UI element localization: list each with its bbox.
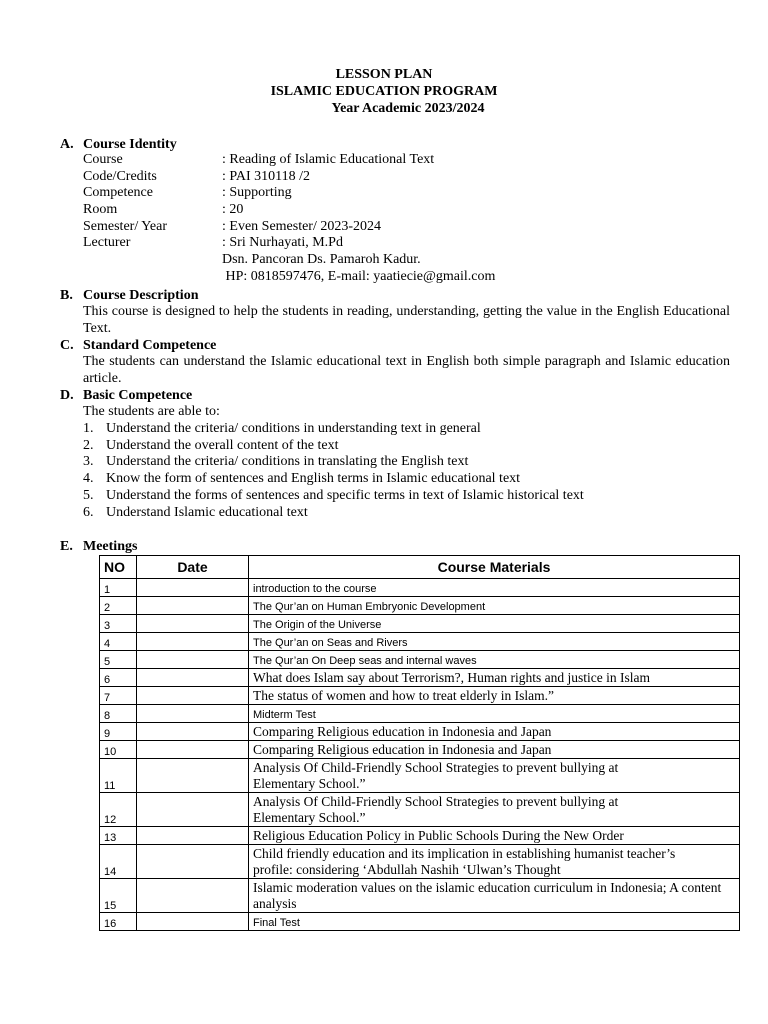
identity-value: : PAI 310118 /2 bbox=[222, 168, 311, 184]
list-item bbox=[83, 438, 584, 455]
identity-value: : 20 bbox=[222, 202, 244, 218]
course-identity-list bbox=[83, 152, 495, 286]
list-item bbox=[83, 454, 584, 471]
meeting-number: 9 bbox=[100, 723, 137, 741]
table-row bbox=[100, 651, 740, 669]
meeting-material: Religious Education Policy in Public Schools During the New Order bbox=[249, 827, 740, 845]
meeting-date bbox=[137, 615, 249, 633]
list-item bbox=[83, 505, 584, 522]
meeting-date bbox=[137, 827, 249, 845]
list-number: 1. bbox=[83, 420, 94, 436]
lecturer-contact: HP: 0818597476, E-mail: yaatiecie@gmail.com bbox=[222, 268, 496, 284]
section-a-title: Course Identity bbox=[83, 137, 177, 152]
list-text: Understand the overall content of the text bbox=[106, 437, 339, 453]
identity-row bbox=[83, 235, 495, 252]
meeting-material: Islamic moderation values on the islamic education curriculum in Indonesia; A content analysis bbox=[249, 879, 740, 913]
identity-key: Code/Credits bbox=[83, 168, 157, 184]
identity-key: Semester/ Year bbox=[83, 218, 167, 234]
identity-key: Competence bbox=[83, 185, 153, 201]
section-b-title: Course Description bbox=[83, 288, 199, 303]
standard-competence-text: The students can understand the Islamic educational text in English both simple paragraph and Islamic education article. bbox=[83, 354, 730, 386]
identity-row bbox=[83, 269, 495, 286]
meeting-number: 2 bbox=[100, 597, 137, 615]
meeting-material: The Origin of the Universe bbox=[249, 615, 740, 633]
meeting-material: introduction to the course bbox=[249, 579, 740, 597]
meeting-date bbox=[137, 793, 249, 827]
table-row bbox=[100, 793, 740, 827]
meeting-material: What does Islam say about Terrorism?, Human rights and justice in Islam bbox=[249, 669, 740, 687]
identity-row bbox=[83, 169, 495, 186]
section-c-heading bbox=[60, 337, 216, 354]
list-text: Understand Islamic educational text bbox=[106, 504, 308, 520]
table-row bbox=[100, 723, 740, 741]
identity-row bbox=[83, 219, 495, 236]
meeting-material: Comparing Religious education in Indonesia and Japan bbox=[249, 723, 740, 741]
section-d-title: Basic Competence bbox=[83, 388, 193, 403]
table-row bbox=[100, 579, 740, 597]
table-row bbox=[100, 741, 740, 759]
meeting-material: Child friendly education and its implication in establishing humanist teacher’s profile: considering ‘Abdullah Nashih ‘Ulwan’s Thought bbox=[249, 845, 740, 879]
meeting-date bbox=[137, 759, 249, 793]
list-text: Know the form of sentences and English terms in Islamic educational text bbox=[106, 471, 521, 487]
meeting-date bbox=[137, 741, 249, 759]
identity-value: : Reading of Islamic Educational Text bbox=[222, 152, 435, 167]
section-e-title: Meetings bbox=[83, 539, 138, 554]
meeting-number: 8 bbox=[100, 705, 137, 723]
section-e-letter: E. bbox=[60, 539, 73, 554]
meeting-number: 1 bbox=[100, 579, 137, 597]
table-row bbox=[100, 705, 740, 723]
meeting-date bbox=[137, 845, 249, 879]
table-row bbox=[100, 913, 740, 931]
document-title: LESSON PLAN bbox=[335, 67, 433, 82]
table-row bbox=[100, 845, 740, 879]
meeting-date bbox=[137, 579, 249, 597]
meeting-date bbox=[137, 913, 249, 931]
meeting-number: 3 bbox=[100, 615, 137, 633]
meeting-date bbox=[137, 597, 249, 615]
identity-value: : Sri Nurhayati, M.Pd bbox=[222, 235, 343, 251]
meeting-date bbox=[137, 705, 249, 723]
identity-value: : Supporting bbox=[222, 185, 292, 201]
basic-competence-intro: The students are able to: bbox=[83, 404, 220, 419]
meeting-material: Final Test bbox=[249, 913, 740, 931]
meeting-number: 12 bbox=[100, 793, 137, 827]
identity-value: : Even Semester/ 2023-2024 bbox=[222, 218, 382, 234]
column-header-no: NO bbox=[100, 556, 137, 579]
meeting-number: 14 bbox=[100, 845, 137, 879]
course-description-text: This course is designed to help the students in reading, understanding, getting the value in the English Educational Text. bbox=[83, 304, 730, 336]
identity-row bbox=[83, 202, 495, 219]
table-row bbox=[100, 597, 740, 615]
list-text: Understand the criteria/ conditions in understanding text in general bbox=[106, 420, 481, 436]
list-item bbox=[83, 421, 584, 438]
identity-key: Course bbox=[83, 152, 123, 167]
list-number: 4. bbox=[83, 471, 94, 487]
meeting-date bbox=[137, 723, 249, 741]
meeting-number: 15 bbox=[100, 879, 137, 913]
section-c-letter: C. bbox=[60, 338, 74, 353]
table-row bbox=[100, 827, 740, 845]
meeting-material: Analysis Of Child-Friendly School Strategies to prevent bullying at Elementary School.” bbox=[249, 793, 740, 827]
lecturer-address: Dsn. Pancoran Ds. Pamaroh Kadur. bbox=[222, 252, 421, 268]
table-row bbox=[100, 633, 740, 651]
table-row bbox=[100, 615, 740, 633]
list-text: Understand the criteria/ conditions in translating the English text bbox=[106, 454, 469, 470]
section-a-heading bbox=[60, 136, 177, 153]
table-header-row bbox=[100, 556, 740, 579]
academic-year: Year Academic 2023/2024 bbox=[331, 101, 485, 116]
meeting-date bbox=[137, 879, 249, 913]
meeting-number: 16 bbox=[100, 913, 137, 931]
section-d-letter: D. bbox=[60, 388, 74, 403]
meeting-material: Midterm Test bbox=[249, 705, 740, 723]
table-row bbox=[100, 879, 740, 913]
list-number: 5. bbox=[83, 487, 94, 503]
meeting-material: The status of women and how to treat elderly in Islam.” bbox=[249, 687, 740, 705]
section-d-heading bbox=[60, 387, 192, 404]
meeting-number: 10 bbox=[100, 741, 137, 759]
meeting-date bbox=[137, 633, 249, 651]
document-header bbox=[0, 66, 768, 117]
program-title: ISLAMIC EDUCATION PROGRAM bbox=[270, 84, 498, 99]
meeting-material: The Qur’an On Deep seas and internal waves bbox=[249, 651, 740, 669]
table-row bbox=[100, 669, 740, 687]
list-text: Understand the forms of sentences and specific terms in text of Islamic historical text bbox=[106, 487, 584, 503]
list-number: 2. bbox=[83, 437, 94, 453]
table-row bbox=[100, 759, 740, 793]
basic-competence-list bbox=[83, 404, 584, 522]
column-header-materials: Course Materials bbox=[249, 556, 740, 579]
list-number: 3. bbox=[83, 454, 94, 470]
meeting-number: 4 bbox=[100, 633, 137, 651]
section-e-heading bbox=[60, 538, 137, 555]
meeting-date bbox=[137, 669, 249, 687]
identity-key: Room bbox=[83, 202, 118, 218]
list-item bbox=[83, 471, 584, 488]
meetings-table bbox=[99, 555, 740, 931]
meeting-date bbox=[137, 651, 249, 669]
identity-key: Lecturer bbox=[83, 235, 131, 251]
meeting-material: The Qur’an on Human Embryonic Development bbox=[249, 597, 740, 615]
meeting-number: 11 bbox=[100, 759, 137, 793]
identity-row bbox=[83, 185, 495, 202]
section-b-heading bbox=[60, 287, 199, 304]
table-row bbox=[100, 687, 740, 705]
meeting-number: 6 bbox=[100, 669, 137, 687]
meeting-material: Comparing Religious education in Indonesia and Japan bbox=[249, 741, 740, 759]
meeting-material: The Qur’an on Seas and Rivers bbox=[249, 633, 740, 651]
meeting-number: 13 bbox=[100, 827, 137, 845]
column-header-date: Date bbox=[137, 556, 249, 579]
meeting-number: 5 bbox=[100, 651, 137, 669]
section-b-letter: B. bbox=[60, 288, 73, 303]
identity-row bbox=[83, 152, 495, 169]
list-item bbox=[83, 488, 584, 505]
list-number: 6. bbox=[83, 504, 94, 520]
section-c-title: Standard Competence bbox=[83, 338, 217, 353]
meeting-material: Analysis Of Child-Friendly School Strategies to prevent bullying at Elementary School.” bbox=[249, 759, 740, 793]
meeting-number: 7 bbox=[100, 687, 137, 705]
meeting-date bbox=[137, 687, 249, 705]
section-a-letter: A. bbox=[60, 137, 74, 152]
identity-row bbox=[83, 252, 495, 269]
